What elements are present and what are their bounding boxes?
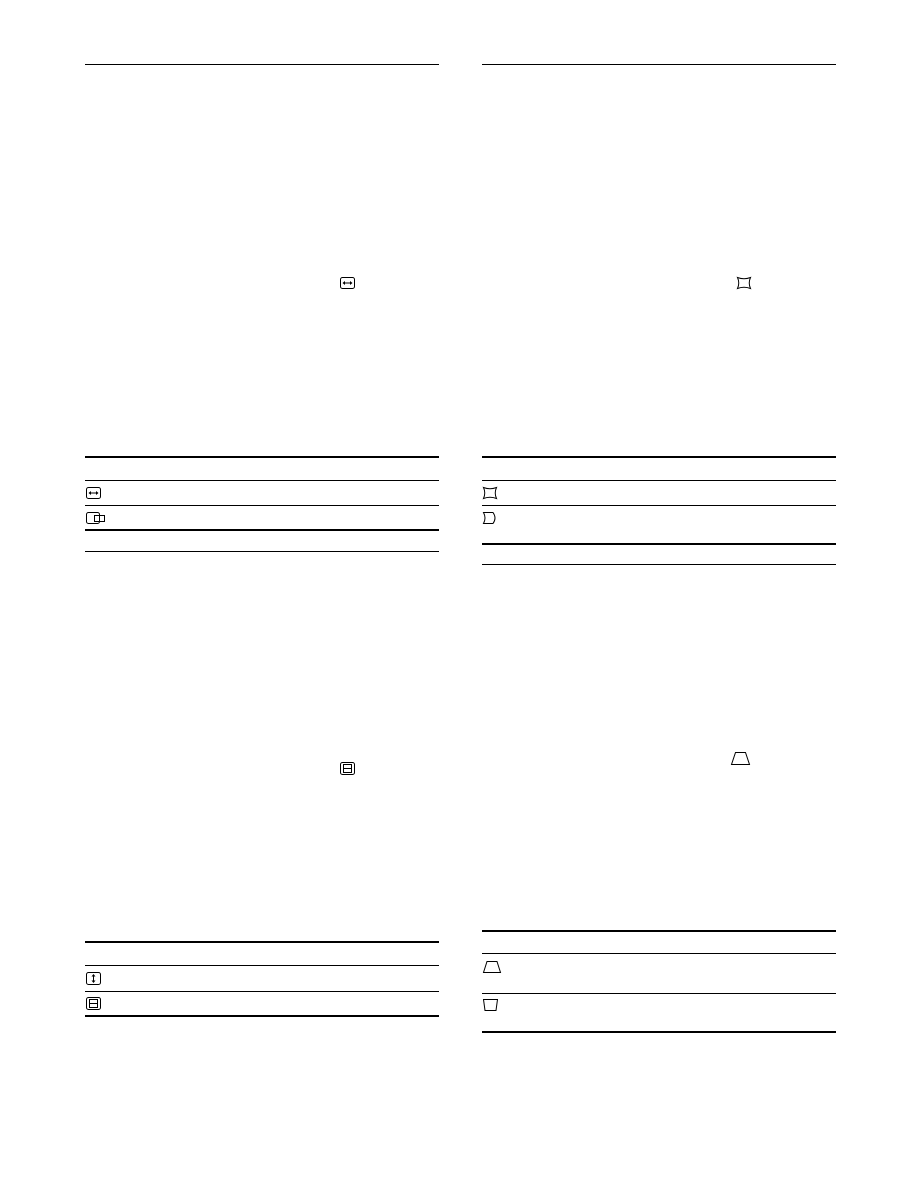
table-top-rule	[482, 930, 836, 932]
table-rule	[85, 505, 439, 506]
table-rule	[85, 480, 439, 481]
table-top-rule	[85, 941, 439, 943]
horizontal-center-icon	[86, 512, 106, 524]
table-rule	[482, 953, 836, 954]
parallelogram-icon	[483, 999, 498, 1011]
horizontal-size-icon	[340, 277, 355, 289]
trapezoid-icon	[731, 752, 750, 765]
table-rule	[482, 480, 836, 481]
table-bottom-rule	[482, 1031, 836, 1033]
left-column	[85, 0, 439, 1201]
vertical-center-icon	[340, 762, 355, 775]
trapezoid-icon	[483, 961, 501, 973]
section-rule	[85, 551, 439, 552]
vertical-center-icon	[86, 997, 101, 1010]
table-top-rule	[85, 456, 439, 458]
vertical-size-icon	[86, 972, 101, 985]
table-rule	[85, 991, 439, 992]
table-top-rule	[482, 456, 836, 458]
table-bottom-rule	[85, 529, 439, 531]
section-rule	[85, 64, 439, 65]
table-rule	[482, 993, 836, 994]
pincushion-icon	[737, 277, 751, 289]
pin-balance-icon	[483, 512, 497, 524]
horizontal-size-icon	[86, 487, 101, 499]
pincushion-icon	[483, 487, 497, 499]
right-column	[482, 0, 836, 1201]
section-rule	[482, 64, 836, 65]
table-bottom-rule	[85, 1015, 439, 1017]
table-rule	[482, 505, 836, 506]
section-rule	[482, 564, 836, 565]
table-rule	[85, 965, 439, 966]
table-bottom-rule	[482, 543, 836, 545]
